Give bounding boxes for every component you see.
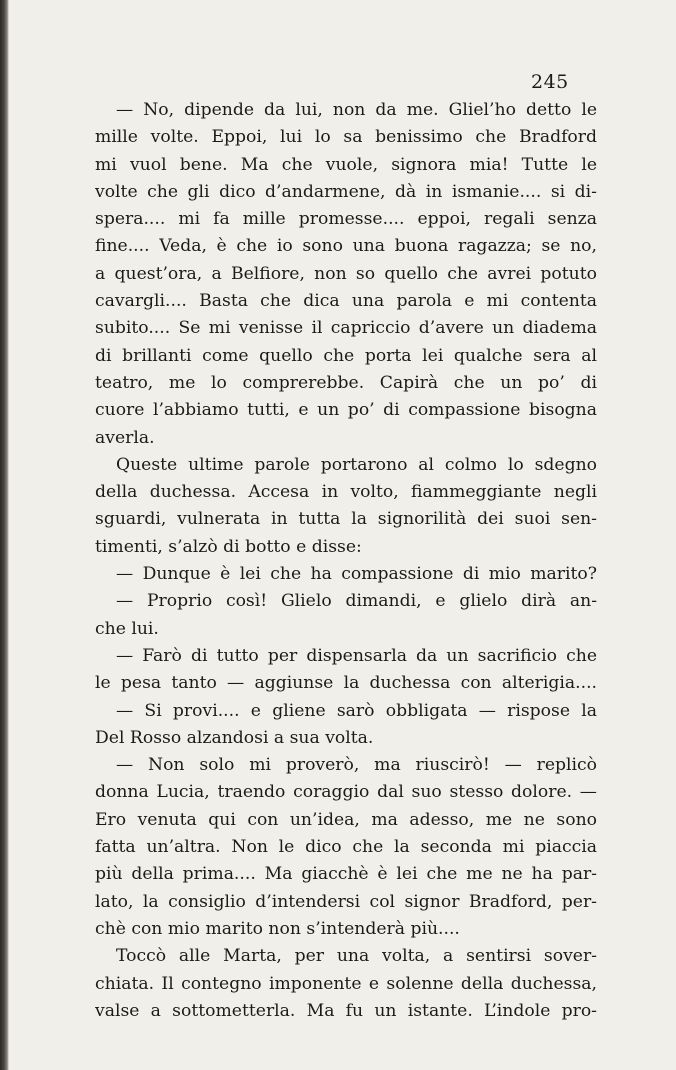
text-line: — Si provi.... e gliene sarò obbligata — rispose la bbox=[116, 700, 597, 721]
text-line: che lui. bbox=[95, 618, 159, 639]
text-line: Queste ultime parole portarono al colmo lo sdegno bbox=[116, 454, 597, 475]
text-line: le pesa tanto — aggiunse la duchessa con alterigia.... bbox=[95, 673, 597, 694]
text-line: fatta un’altra. Non le dico che la seconda mi piaccia bbox=[95, 837, 597, 858]
text-line: lato, la consiglio d’intendersi col signor Bradford, per- bbox=[95, 891, 597, 912]
text-line: teatro, me lo comprerebbe. Capirà che un po’ di bbox=[95, 372, 597, 393]
text-line: — Farò di tutto per dispensarla da un sacrificio che bbox=[116, 645, 597, 666]
text-line: — Proprio così! Glielo dimandi, e glielo dirà an- bbox=[116, 591, 597, 612]
text-line: Toccò alle Marta, per una volta, a sentirsi sover- bbox=[116, 946, 597, 967]
text-line: della duchessa. Accesa in volto, fiammeggiante negli bbox=[95, 482, 597, 503]
text-line: volte che gli dico d’andarmene, dà in ismanie.... si di- bbox=[95, 181, 597, 202]
text-line: spera.... mi fa mille promesse.... eppoi, regali senza bbox=[95, 209, 597, 230]
text-line: chiata. Il contegno imponente e solenne della duchessa, bbox=[95, 973, 597, 994]
text-line: — Non solo mi proverò, ma riuscirò! — replicò bbox=[116, 755, 597, 776]
text-line: mille volte. Eppoi, lui lo sa benissimo che Bradford bbox=[95, 127, 597, 148]
text-line: averla. bbox=[95, 427, 155, 448]
text-line: mi vuol bene. Ma che vuole, signora mia! Tutte le bbox=[95, 154, 597, 175]
text-line: cuore l’abbiamo tutti, e un po’ di compassione bisogna bbox=[95, 400, 597, 421]
text-line: cavargli.... Basta che dica una parola e mi contenta bbox=[95, 291, 597, 312]
text-line: Del Rosso alzandosi a sua volta. bbox=[95, 727, 374, 748]
text-line: più della prima.... Ma giacchè è lei che me ne ha par- bbox=[95, 864, 597, 885]
text-line: timenti, s’alzò di botto e disse: bbox=[95, 536, 362, 557]
text-line: di brillanti come quello che porta lei qualche sera al bbox=[95, 345, 597, 366]
text-line: — Dunque è lei che ha compassione di mio marito? bbox=[116, 564, 597, 585]
text-line: subito.... Se mi venisse il capriccio d’avere un diadema bbox=[95, 318, 597, 339]
page-number: 245 bbox=[531, 71, 569, 93]
body-text bbox=[95, 97, 597, 1025]
text-line: — No, dipende da lui, non da me. Gliel’ho detto le bbox=[116, 100, 597, 120]
text-line: fine.... Veda, è che io sono una buona ragazza; se no, bbox=[95, 236, 597, 257]
text-line: donna Lucia, traendo coraggio dal suo stesso dolore. — bbox=[95, 782, 597, 803]
text-line: chè con mio marito non s’intenderà più.... bbox=[95, 918, 460, 939]
text-line: Ero venuta qui con un’idea, ma adesso, me ne sono bbox=[95, 809, 597, 830]
text-line: sguardi, vulnerata in tutta la signorilità dei suoi sen- bbox=[95, 509, 597, 530]
binding-edge bbox=[0, 0, 9, 1070]
text-line: valse a sottometterla. Ma fu un istante. L’indole pro- bbox=[95, 1000, 597, 1021]
text-line: a quest’ora, a Belfiore, non so quello che avrei potuto bbox=[95, 263, 597, 284]
